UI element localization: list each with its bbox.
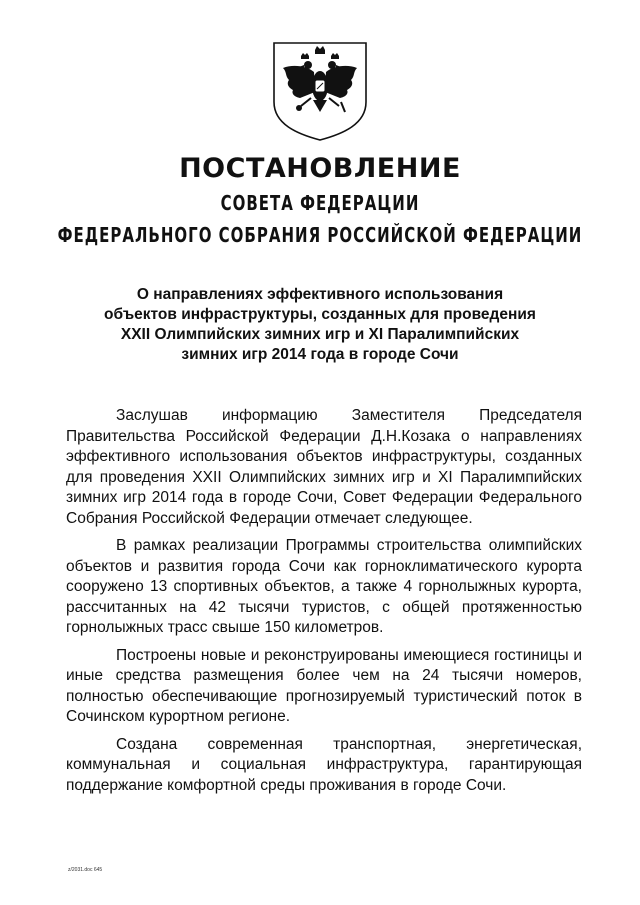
coat-of-arms-icon bbox=[271, 40, 369, 142]
footer-file-code: z/2031.doc 645 bbox=[68, 867, 103, 873]
issuer-line-1: СОВЕТА ФЕДЕРАЦИИ bbox=[220, 191, 420, 216]
body-paragraph: В рамках реализации Программы строительства олимпийских объектов и развития города Сочи как горноклиматического курорта сооружено 13 спортивных объектов, а также 4 горнолыжных курорта, рассчитанных на 42 тысячи туристов, с общей протяженностью горнолыжных трасс свыше 150 километров. bbox=[66, 537, 582, 636]
body-paragraph: Создана современная транспортная, энергетическая, коммунальная и социальная инфраструктура, гарантирующая поддержание комфортной среды проживания в городе Сочи. bbox=[66, 735, 582, 794]
resolution-heading bbox=[90, 285, 550, 365]
heading-line: объектов инфраструктуры, созданных для проведения bbox=[104, 306, 536, 323]
body-paragraph: Заслушав информацию Заместителя Председателя Правительства Российской Федерации Д.Н.Козака о направлениях эффективного использования объектов инфраструктуры, созданных для проведения XXII Олимпийских зимних игр и XI Паралимпийских зимних игр 2014 года в городе Сочи, Совет Федерации Федерального Собрания Российской Федерации отмечает следующее. bbox=[66, 407, 582, 527]
heading-line: зимних игр 2014 года в городе Сочи bbox=[181, 346, 459, 363]
heading-line: О направлениях эффективного использования bbox=[136, 286, 504, 303]
issuer-line-2: ФЕДЕРАЛЬНОГО СОБРАНИЯ РОССИЙСКОЙ ФЕДЕРАЦИИ bbox=[57, 223, 583, 248]
body-paragraph: Построены новые и реконструированы имеющиеся гостиницы и иные средства размещения более чем на 24 тысячи номеров, полностью обеспечивающие прогнозируемый туристический поток в Сочинском курортном регионе. bbox=[66, 646, 582, 725]
resolution-body bbox=[66, 406, 582, 803]
document-title: ПОСТАНОВЛЕНИЕ bbox=[179, 153, 461, 184]
heading-line: XXII Олимпийских зимних игр и XI Паралимпийских bbox=[120, 326, 520, 343]
